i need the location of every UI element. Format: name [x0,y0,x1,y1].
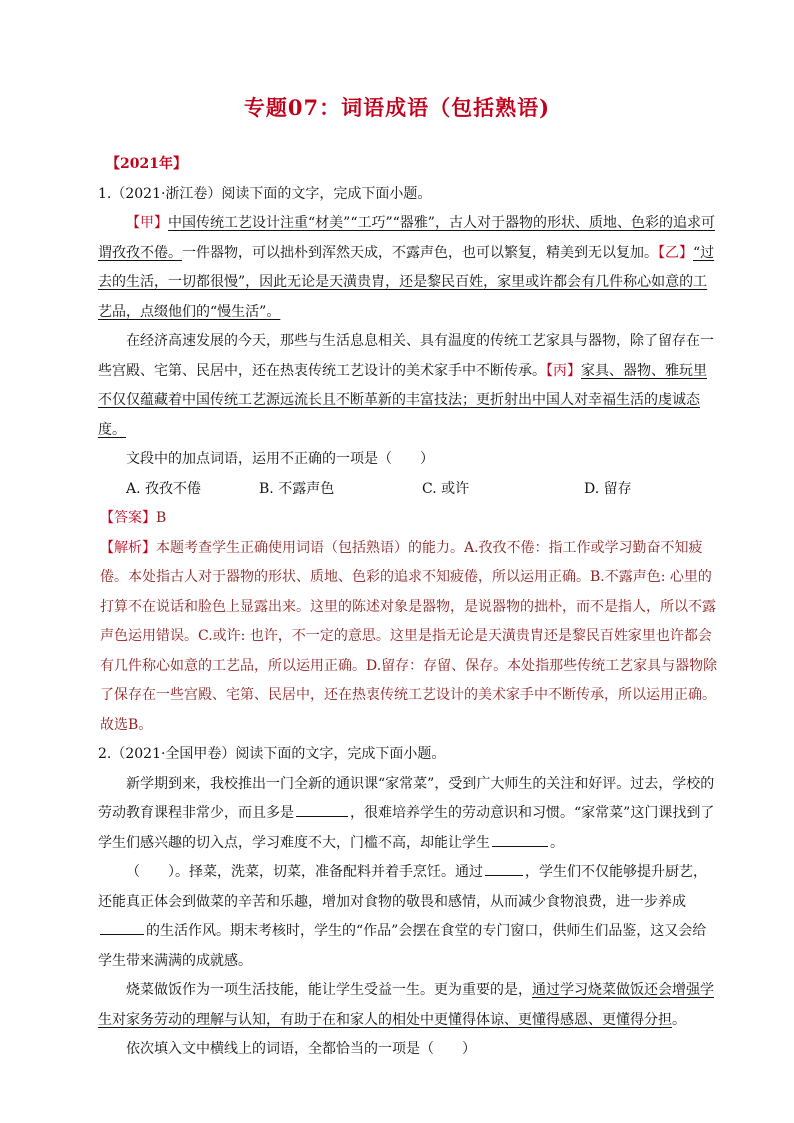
yi-tag: 【乙】 [658,244,693,261]
q2-p2-text-c: 的生活作风。期末考核时，学生的“作品”会摆在食堂的专门窗口，供师生们品鉴，这又会给学生带来满满的成就感。 [98,923,707,969]
q2-p1-text-c: 。 [550,834,564,851]
q2-passage-paragraph-1 [98,770,720,859]
option-c[interactable]: C. 或许 [422,480,470,497]
bing-sentence: 家具、器物、雅玩里不仅仅蕴藏着中国传统工艺源远流长且不断革新的丰富技法；更折射出中国人对幸福生活的虔诚态度。 [98,362,707,438]
q1-analysis [98,534,720,741]
q2-passage-paragraph-3 [98,976,720,1035]
q2-underlined-sentence: 通过学习烧菜做饭还会增强学生对家务劳动的理解与认知，有助于在和家人的相处中更懂得体谅、更懂得感恩、更懂得分担 [98,982,714,1028]
option-b[interactable]: B. 不露声色 [259,480,335,497]
q1-answer [98,504,720,534]
bing-tag: 【丙】 [546,362,581,379]
q2-header: 2.（2021·全国甲卷）阅读下面的文字，完成下面小题。 [98,746,446,762]
q1-options [98,475,720,505]
q1-paragraph-2-text: 在经济高速发展的今天，那些与生活息息相关、具有温度的传统工艺家具与器物，除了留存在一些宫殿、宅第、民居中，还在热衷传统工艺设计的美术家手中不断传承。 [98,333,714,379]
option-d[interactable]: D. 留存 [584,480,632,497]
fill-blank-4[interactable] [100,918,144,935]
q2-p1-text-a: 新学期到来，我校推出一门全新的通识课“家常菜”，受到广大师生的关注和好评。过去，学校的劳动教育课程非常少，而且多是 [98,775,715,821]
fill-blank-1[interactable] [296,800,348,817]
answer-label: 【答案】 [100,510,156,526]
jia-tag: 【甲】 [126,215,168,231]
q2-p3-text-c: 。 [672,1011,686,1028]
yi-sentence: “过去的生活，一切都很慢”，因此无论是天潢贵胄，还是黎民百姓，家里或许都会有几件称心如意的工艺品，点缀他们的“慢生活”。 [98,244,715,320]
q2-question: 依次填入文中横线上的词语，全都恰当的一项是（ ） [126,1041,476,1057]
q2-p2-text-b: ，学生们不仅能够提升厨艺，还能真正体会到做菜的辛苦和乐趣，增加对食物的敬畏和感情，从而减少食物浪费，进一步养成 [98,864,707,910]
answer-value: B [156,510,167,526]
fill-blank-2[interactable] [492,830,548,847]
q1-sentence-plain: 一件器物，可以拙朴到浑然天成，不露声色，也可以繁复，精美到无以复加。 [182,244,658,261]
analysis-text: 本题考查学生正确使用词语（包括熟语）的能力。A.孜孜不倦：指工作或学习勤奋不知疲倦。本处指古人对于器物的形状、质地、色彩的追求不知疲倦，所以运用正确。B.不露声色: 心里的打算不在说话和脸色上显露出来。这里的陈述对象是器物，是说器物的拙朴，而不是指人，所以不露声色运用错误。C.或许: 也许，不一定的意思。这里是指无论是天潢贵胄还是黎民百姓家里也许都会有几件称心如意的工艺品，所以运用正确。D.留存：存留、保存。本处指那些传统工艺家具与器物除了保存在一些宫殿、宅第、民居中，还在热衷传统工艺设计的美术家手中不断传承，所以运用正确。故选B。 [100,539,718,733]
document-body [98,150,720,1065]
q2-p2-text-a: （ ）。择菜，洗菜，切菜，准备配料并着手烹饪。通过 [126,864,483,880]
page-title: 专题07：词语成语（包括熟语) [243,95,551,120]
q2-passage-paragraph-2 [98,858,720,976]
option-a[interactable]: A. 孜孜不倦 [126,480,202,497]
q2-p3-text-a: 烧菜做饭作为一项生活技能，能让学生受益一生。更为重要的是， [126,982,532,998]
q1-question: 文段中的加点词语，运用不正确的一项是（ ） [126,451,434,467]
section-year: 【2021年】 [106,156,187,172]
q1-header: 1.（2021·浙江卷）阅读下面的文字，完成下面小题。 [98,185,432,202]
q1-passage-paragraph-2 [98,327,720,445]
q2-p1-text-b: ，很难培养学生的劳动意识和习惯。“家常菜”这门课找到了学生们感兴趣的切入点，学习难度不大，门槛不高，却能让学生 [98,805,715,851]
jia-sentence: 中国传统工艺设计注重“材美”“工巧”“器雅”，古人对于器物的形状、质地、色彩的追求可谓孜孜不倦。 [98,215,715,261]
q1-passage-paragraph-1 [98,209,720,327]
analysis-label: 【解析】 [100,539,156,556]
fill-blank-3[interactable] [485,859,523,876]
